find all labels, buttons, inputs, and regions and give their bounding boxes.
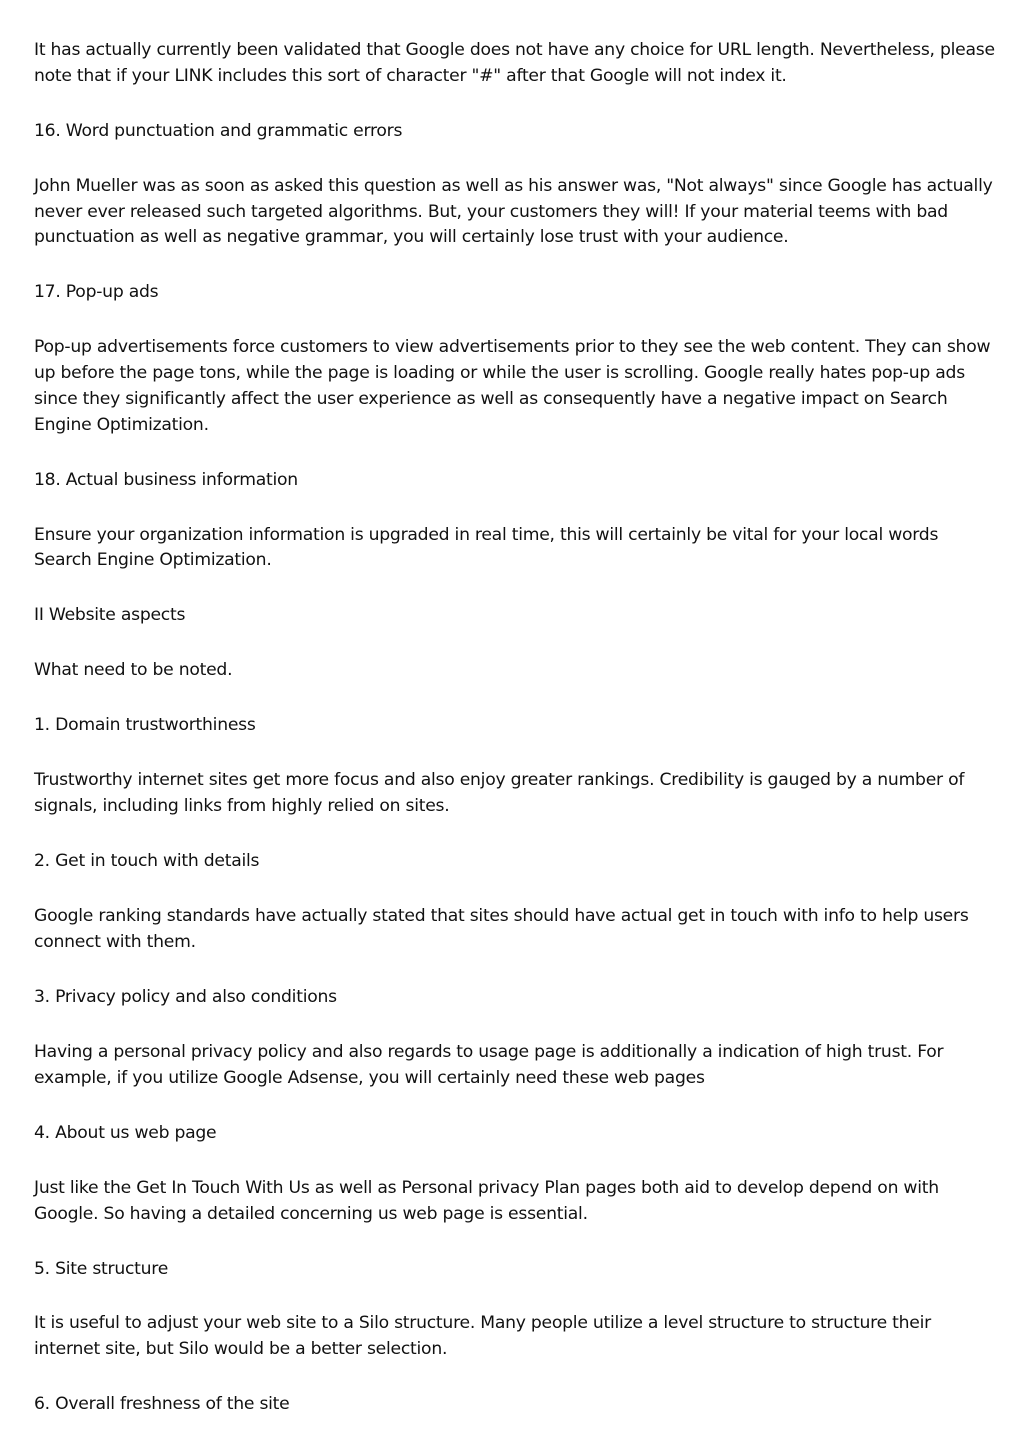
- paragraph-what-to-note: What need to be noted.: [34, 660, 233, 681]
- paragraph-popups: Pop-up advertisements force customers to view advertisements prior to they see the web content. They can show up before the page tons, while the page is loading or while the user is scrolling. Google really hates pop-up ads since they significantly affect the user experience as well as consequently have a negative impact on Search Engine Optimization.: [34, 337, 991, 435]
- paragraph-business-info: Ensure your organization information is upgraded in real time, this will certainly be vital for your local words Search Engine Optimization.: [34, 524, 939, 571]
- section-heading-16: 16. Word punctuation and grammatic errors: [34, 120, 403, 141]
- section-heading-18: 18. Actual business information: [34, 469, 298, 490]
- paragraph-privacy: Having a personal privacy policy and also regards to usage page is additionally a indication of high trust. For example, if you utilize Google Adsense, you will certainly need these web pages: [34, 1041, 944, 1088]
- section-heading-about-us: 4. About us web page: [34, 1122, 217, 1143]
- paragraph-url-length: It has actually currently been validated that Google does not have any choice for URL length. Nevertheless, please note that if your LINK includes this sort of character "#" after that Google will not index it.: [34, 40, 995, 86]
- section-heading-contact: 2. Get in touch with details: [34, 851, 260, 872]
- paragraph-domain-trust: Trustworthy internet sites get more focus and also enjoy greater rankings. Credibility is gauged by a number of signals, including links from highly relied on sites.: [34, 770, 965, 817]
- section-heading-17: 17. Pop-up ads: [34, 282, 159, 303]
- section-heading-domain-trust: 1. Domain trustworthiness: [34, 715, 256, 736]
- paragraph-site-structure: It is useful to adjust your web site to a Silo structure. Many people utilize a level structure to structure their internet site, but Silo would be a better selection.: [34, 1313, 931, 1360]
- section-heading-website-aspects: II Website aspects: [34, 605, 186, 626]
- paragraph-about-us: Just like the Get In Touch With Us as well as Personal privacy Plan pages both aid to develop depend on with Google. So having a detailed concerning us web page is essential.: [34, 1177, 939, 1224]
- document-body: [34, 38, 996, 1447]
- section-heading-privacy: 3. Privacy policy and also conditions: [34, 986, 337, 1007]
- paragraph-grammar: John Mueller was as soon as asked this question as well as his answer was, "Not always" since Google has actually never ever released such targeted algorithms. But, your customers they will! If your material teems with bad punctuation as well as negative grammar, you will certainly lose trust with your audience.: [34, 175, 993, 248]
- section-heading-site-structure: 5. Site structure: [34, 1258, 169, 1279]
- paragraph-contact: Google ranking standards have actually stated that sites should have actual get in touch with info to help users connect with them.: [34, 906, 969, 952]
- section-heading-freshness: 6. Overall freshness of the site: [34, 1394, 290, 1415]
